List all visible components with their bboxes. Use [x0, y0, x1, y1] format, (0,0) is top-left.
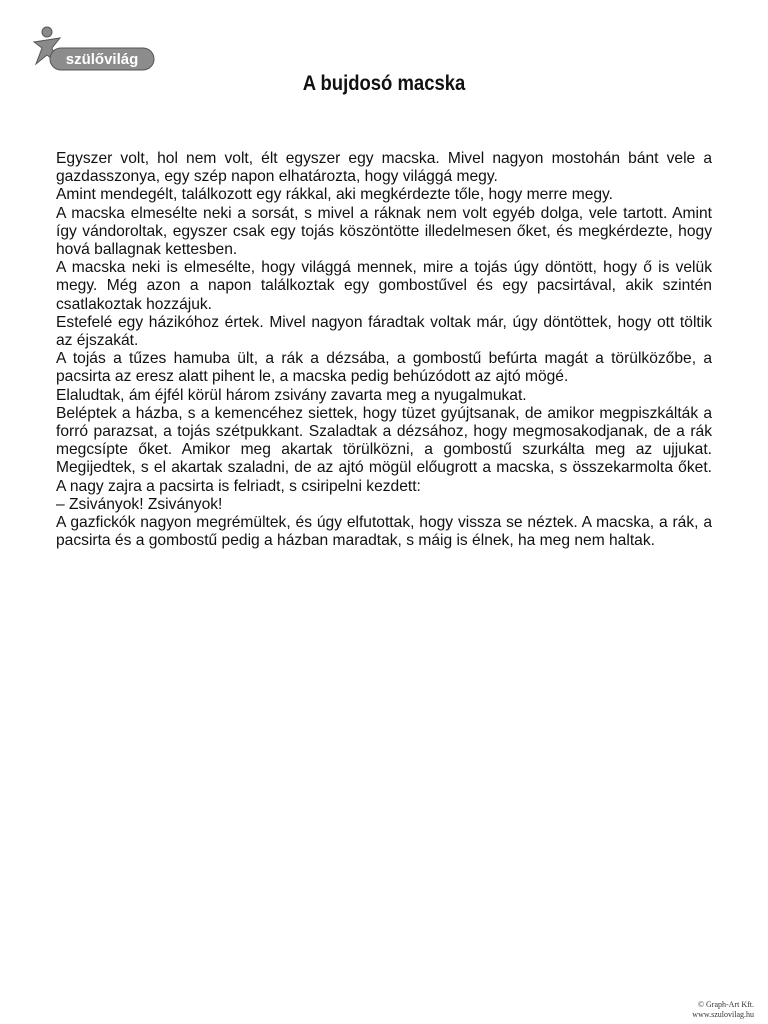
paragraph: Amint mendegélt, találkozott egy rákkal, aki megkérdezte tőle, hogy merre megy.: [56, 186, 614, 204]
paragraph: Estefelé egy házikóhoz értek. Mivel nagyon fáradtak voltak már, úgy döntöttek, hogy ott töltik az éjszakát.: [56, 313, 712, 350]
paragraph: – Zsiványok! Zsiványok!: [56, 495, 223, 513]
footer: [692, 1000, 754, 1020]
story-text: [56, 150, 712, 550]
paragraph: Egyszer volt, hol nem volt, élt egyszer egy macska. Mivel nagyon mostohán bánt vele a gazdasszonya, egy szép napon elhatározta, hogy világgá megy.: [56, 150, 712, 186]
star-person-icon: [30, 24, 160, 74]
paragraph: A macska neki is elmesélte, hogy világgá mennek, mire a tojás úgy döntött, hogy ő is velük megy. Még azon a napon találkoztak egy gombostűvel és egy pacsirtával, akik szintén csatlakoztak hozzájuk.: [56, 259, 712, 313]
logo: [30, 24, 160, 74]
copyright-text: © Graph-Art Kft.: [697, 1000, 754, 1009]
paragraph: A macska elmesélte neki a sorsát, s mivel a ráknak nem volt egyéb dolga, vele tartott. Amint így vándoroltak, egyszer csak egy tojás köszöntötte illedelmesen őket, és megkérdezte, hogy hová ballagnak kettesben.: [56, 204, 712, 259]
logo-text: szülővilág: [65, 51, 139, 68]
footer-url: www.szulovilag.hu: [692, 1010, 754, 1019]
paragraph: Beléptek a házba, s a kemencéhez siettek, hogy tüzet gyújtsanak, de amikor megpiszkálták a forró parazsat, a tojás szétpukkant. Szaladtak a dézsához, hogy megmosakodjanak, de a rák megcsípte őket. Amikor meg akartak törülközni, a gombostű szurkálta meg az ujjukat. Megijedtek, s el akartak szaladni, de az ajtó mögül előugrott a macska, s összekarmolta őket. A nagy zajra a pacsirta is felriadt, s csiripelni kezdett:: [56, 404, 712, 495]
paragraph: A gazfickók nagyon megrémültek, és úgy elfutottak, hogy vissza se néztek. A macska, a rák, a pacsirta és a gombostű pedig a házban maradtak, s máig is élnek, ha meg nem haltak.: [56, 514, 712, 550]
paragraph: Elaludtak, ám éjfél körül három zsivány zavarta meg a nyugalmukat.: [56, 386, 527, 404]
page-title: A bujdosó macska: [302, 72, 466, 95]
paragraph: A tojás a tűzes hamuba ült, a rák a dézsába, a gombostű befúrta magát a törülközőbe, a pacsirta az eresz alatt pihent le, a macska pedig behúzódott az ajtó mögé.: [56, 350, 712, 386]
